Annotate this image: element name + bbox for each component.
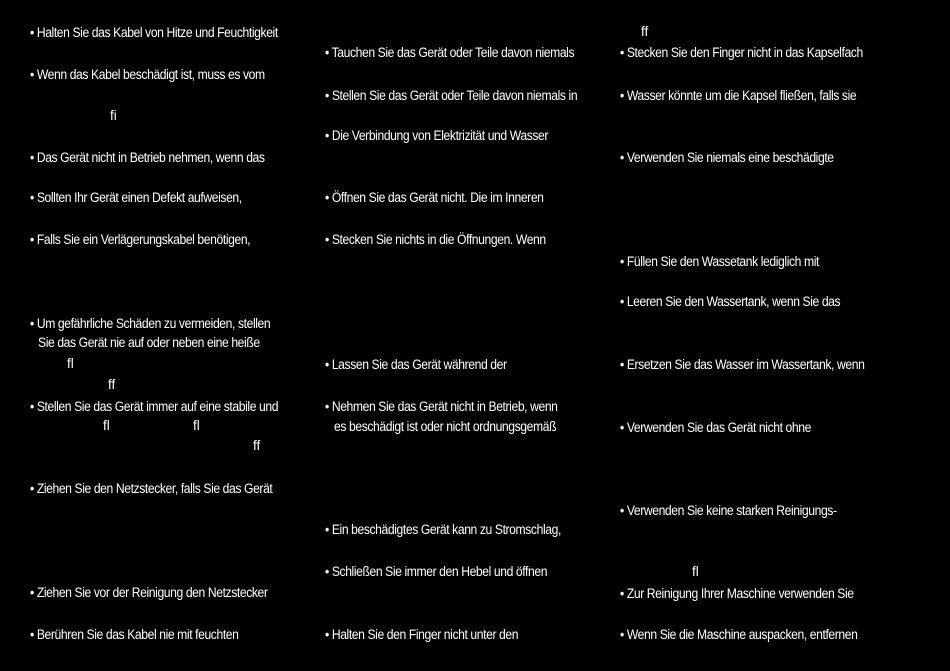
- bullet-line: • Wenn Sie die Maschine auspacken, entfernen: [620, 627, 858, 642]
- bullet-line: • Berühren Sie das Kabel nie mit feuchten: [30, 627, 239, 642]
- bullet-line: • Füllen Sie den Wassetank lediglich mit: [620, 254, 819, 269]
- ligature-fragment: fl: [103, 418, 110, 433]
- ligature-fragment: fl: [692, 564, 699, 579]
- ligature-fragment: fl: [67, 356, 74, 371]
- bullet-line: • Ziehen Sie vor der Reinigung den Netzstecker: [30, 585, 268, 600]
- bullet-line: • Stellen Sie das Gerät immer auf eine stabile und: [30, 399, 279, 414]
- bullet-line: • Schließen Sie immer den Hebel und öffnen: [325, 564, 548, 579]
- bullet-line: • Sollten Ihr Gerät einen Defekt aufweisen,: [30, 190, 242, 205]
- continuation-line: es beschädigt ist oder nicht ordnungsgemäß: [334, 419, 557, 434]
- bullet-line: • Um gefährliche Schäden zu vermeiden, stellen: [30, 316, 271, 331]
- bullet-line: • Verwenden Sie keine starken Reinigungs-: [620, 503, 837, 518]
- bullet-line: • Verwenden Sie das Gerät nicht ohne: [620, 420, 811, 435]
- bullet-line: • Stecken Sie nichts in die Öffnungen. Wenn: [325, 232, 546, 247]
- bullet-line: • Öffnen Sie das Gerät nicht. Die im Inneren: [325, 190, 544, 205]
- continuation-line: Sie das Gerät nie auf oder neben eine heiße: [38, 335, 260, 350]
- bullet-line: • Falls Sie ein Verlägerungskabel benötigen,: [30, 232, 251, 247]
- bullet-line: • Tauchen Sie das Gerät oder Teile davon niemals: [325, 45, 575, 60]
- bullet-line: • Ein beschädigtes Gerät kann zu Stromschlag,: [325, 522, 561, 537]
- ligature-fragment: ff: [108, 377, 116, 392]
- bullet-line: • Halten Sie das Kabel von Hitze und Feuchtigkeit: [30, 25, 278, 40]
- bullet-line: • Nehmen Sie das Gerät nicht in Betrieb, wenn: [325, 399, 558, 414]
- bullet-line: • Lassen Sie das Gerät während der: [325, 357, 507, 372]
- bullet-line: • Zur Reinigung Ihrer Maschine verwenden Sie: [620, 586, 854, 601]
- bullet-line: • Wenn das Kabel beschädigt ist, muss es vom: [30, 67, 265, 82]
- bullet-line: • Das Gerät nicht in Betrieb nehmen, wenn das: [30, 150, 265, 165]
- bullet-line: • Ziehen Sie den Netzstecker, falls Sie das Gerät: [30, 481, 273, 496]
- bullet-line: • Stellen Sie das Gerät oder Teile davon niemals in: [325, 88, 578, 103]
- bullet-line: • Ersetzen Sie das Wasser im Wassertank, wenn: [620, 357, 865, 372]
- ligature-fragment: ff: [253, 438, 261, 453]
- bullet-line: • Die Verbindung von Elektrizität und Wasser: [325, 128, 549, 143]
- bullet-line: • Stecken Sie den Finger nicht in das Kapselfach: [620, 45, 863, 60]
- ligature-fragment: fi: [110, 108, 117, 123]
- bullet-line: • Wasser könnte um die Kapsel fließen, falls sie: [620, 88, 857, 103]
- ligature-fragment: fl: [193, 418, 200, 433]
- bullet-line: • Verwenden Sie niemals eine beschädigte: [620, 150, 834, 165]
- bullet-line: • Halten Sie den Finger nicht unter den: [325, 627, 519, 642]
- ligature-fragment: ff: [641, 24, 649, 39]
- bullet-line: • Leeren Sie den Wassertank, wenn Sie das: [620, 294, 841, 309]
